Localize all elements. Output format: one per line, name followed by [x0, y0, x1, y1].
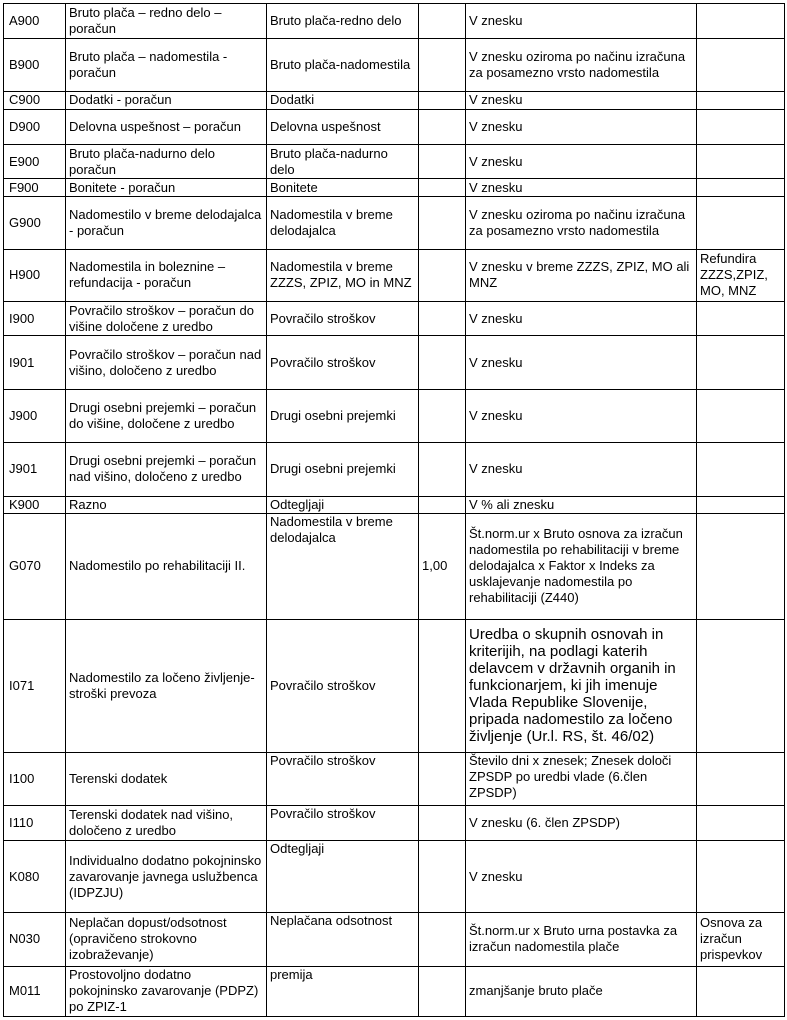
payroll-codes-table — [3, 3, 785, 1017]
table-row — [4, 806, 785, 841]
factor-cell — [419, 753, 466, 806]
note-cell — [697, 144, 785, 179]
table-row — [4, 301, 785, 336]
category-cell: Povračilo stroškov — [267, 301, 419, 336]
table-row — [4, 38, 785, 91]
name-cell: Nadomestilo po rehabilitaciji II. — [66, 513, 267, 619]
calc-cell: V znesku v breme ZZZS, ZPIZ, MO ali MNZ — [466, 250, 697, 301]
note-cell — [697, 806, 785, 841]
name-cell: Bruto plača-nadurno delo poračun — [66, 144, 267, 179]
category-cell: Povračilo stroškov — [267, 619, 419, 752]
category-cell: Povračilo stroškov — [267, 806, 419, 841]
calc-cell: V znesku — [466, 336, 697, 389]
factor-cell — [419, 619, 466, 752]
note-cell — [697, 841, 785, 913]
table-row — [4, 841, 785, 913]
calc-cell: V znesku — [466, 109, 697, 144]
calc-cell: zmanjšanje bruto plače — [466, 966, 697, 1016]
category-cell: Povračilo stroškov — [267, 753, 419, 806]
note-cell — [697, 336, 785, 389]
factor-cell — [419, 179, 466, 196]
table-row — [4, 389, 785, 442]
table-row — [4, 966, 785, 1016]
table-row — [4, 619, 785, 752]
code-cell: I901 — [4, 336, 66, 389]
code-cell: J901 — [4, 443, 66, 496]
factor-cell — [419, 841, 466, 913]
calc-cell: Št.norm.ur x Bruto osnova za izračun nadomestila po rehabilitaciji v breme delodajalca x Faktor x Indeks za usklajevanje nadomestila po rehabilitaciji (Z440) — [466, 513, 697, 619]
code-cell: I900 — [4, 301, 66, 336]
note-cell — [697, 966, 785, 1016]
calc-cell: V znesku — [466, 389, 697, 442]
table-row — [4, 496, 785, 513]
category-cell: Bruto plača-nadurno delo — [267, 144, 419, 179]
calc-cell: V % ali znesku — [466, 496, 697, 513]
factor-cell — [419, 4, 466, 39]
category-cell: premija — [267, 966, 419, 1016]
table-row — [4, 753, 785, 806]
category-cell: Neplačana odsotnost — [267, 913, 419, 966]
name-cell: Terenski dodatek — [66, 753, 267, 806]
calc-cell: V znesku oziroma po načinu izračuna za posamezno vrsto nadomestila — [466, 196, 697, 249]
table-row — [4, 513, 785, 619]
factor-cell — [419, 806, 466, 841]
category-cell: Odtegljaji — [267, 496, 419, 513]
code-cell: C900 — [4, 92, 66, 109]
name-cell: Nadomestilo v breme delodajalca - poračun — [66, 196, 267, 249]
note-cell — [697, 389, 785, 442]
note-cell — [697, 753, 785, 806]
category-cell: Odtegljaji — [267, 841, 419, 913]
calc-cell: V znesku — [466, 443, 697, 496]
factor-cell — [419, 389, 466, 442]
note-cell — [697, 513, 785, 619]
calc-cell: V znesku — [466, 4, 697, 39]
code-cell: I110 — [4, 806, 66, 841]
table-row — [4, 196, 785, 249]
code-cell: G070 — [4, 513, 66, 619]
calc-cell: V znesku — [466, 92, 697, 109]
code-cell: G900 — [4, 196, 66, 249]
name-cell: Povračilo stroškov – poračun do višine določene z uredbo — [66, 301, 267, 336]
table-row — [4, 109, 785, 144]
category-cell: Drugi osebni prejemki — [267, 443, 419, 496]
calc-cell: V znesku — [466, 144, 697, 179]
code-cell: M011 — [4, 966, 66, 1016]
category-cell: Povračilo stroškov — [267, 336, 419, 389]
name-cell: Bonitete - poračun — [66, 179, 267, 196]
note-cell — [697, 109, 785, 144]
category-cell: Bruto plača-nadomestila — [267, 38, 419, 91]
calc-cell: V znesku — [466, 179, 697, 196]
note-cell: Refundira ZZZS,ZPIZ, MO, MNZ — [697, 250, 785, 301]
table-row — [4, 250, 785, 301]
category-cell: Nadomestila v breme delodajalca — [267, 196, 419, 249]
name-cell: Individualno dodatno pokojninsko zavarovanje javnega uslužbenca (IDPZJU) — [66, 841, 267, 913]
category-cell: Nadomestila v breme ZZZS, ZPIZ, MO in MNZ — [267, 250, 419, 301]
name-cell: Drugi osebni prejemki – poračun do višine, določene z uredbo — [66, 389, 267, 442]
factor-cell — [419, 913, 466, 966]
category-cell: Drugi osebni prejemki — [267, 389, 419, 442]
code-cell: I100 — [4, 753, 66, 806]
factor-cell — [419, 38, 466, 91]
table-row — [4, 144, 785, 179]
table-row — [4, 179, 785, 196]
calc-cell: V znesku — [466, 301, 697, 336]
name-cell: Delovna uspešnost – poračun — [66, 109, 267, 144]
name-cell: Povračilo stroškov – poračun nad višino, določeno z uredbo — [66, 336, 267, 389]
category-cell: Bonitete — [267, 179, 419, 196]
note-cell — [697, 179, 785, 196]
table-row — [4, 443, 785, 496]
name-cell: Razno — [66, 496, 267, 513]
factor-cell — [419, 196, 466, 249]
code-cell: A900 — [4, 4, 66, 39]
table-row — [4, 4, 785, 39]
code-cell: J900 — [4, 389, 66, 442]
calc-cell: Št.norm.ur x Bruto urna postavka za izračun nadomestila plače — [466, 913, 697, 966]
note-cell — [697, 4, 785, 39]
factor-cell: 1,00 — [419, 513, 466, 619]
table-body — [4, 4, 785, 1017]
factor-cell — [419, 336, 466, 389]
note-cell: Osnova za izračun prispevkov — [697, 913, 785, 966]
code-cell: K080 — [4, 841, 66, 913]
code-cell: F900 — [4, 179, 66, 196]
category-cell: Delovna uspešnost — [267, 109, 419, 144]
name-cell: Terenski dodatek nad višino, določeno z uredbo — [66, 806, 267, 841]
name-cell: Nadomestilo za ločeno življenje-stroški prevoza — [66, 619, 267, 752]
category-cell: Nadomestila v breme delodajalca — [267, 513, 419, 619]
factor-cell — [419, 496, 466, 513]
code-cell: K900 — [4, 496, 66, 513]
factor-cell — [419, 250, 466, 301]
note-cell — [697, 619, 785, 752]
table-row — [4, 913, 785, 966]
calc-cell: Število dni x znesek; Znesek določi ZPSDP po uredbi vlade (6.člen ZPSDP) — [466, 753, 697, 806]
code-cell: B900 — [4, 38, 66, 91]
code-cell: E900 — [4, 144, 66, 179]
category-cell: Bruto plača-redno delo — [267, 4, 419, 39]
name-cell: Prostovoljno dodatno pokojninsko zavarovanje (PDPZ) po ZPIZ-1 — [66, 966, 267, 1016]
factor-cell — [419, 301, 466, 336]
name-cell: Neplačan dopust/odsotnost (opravičeno strokovno izobraževanje) — [66, 913, 267, 966]
note-cell — [697, 38, 785, 91]
name-cell: Bruto plača – nadomestila - poračun — [66, 38, 267, 91]
category-cell: Dodatki — [267, 92, 419, 109]
calc-cell: V znesku (6. člen ZPSDP) — [466, 806, 697, 841]
calc-cell: V znesku oziroma po načinu izračuna za posamezno vrsto nadomestila — [466, 38, 697, 91]
note-cell — [697, 301, 785, 336]
table-row — [4, 336, 785, 389]
name-cell: Drugi osebni prejemki – poračun nad višino, določeno z uredbo — [66, 443, 267, 496]
calc-cell: Uredba o skupnih osnovah in kriterijih, na podlagi katerih delavcem v državnih organih in funkcionarjem, ki jih imenuje Vlada Republike Slovenije, pripada nadomestilo za ločeno življenje (Ur.l. RS, št. 46/02) — [466, 619, 697, 752]
factor-cell — [419, 144, 466, 179]
name-cell: Dodatki - poračun — [66, 92, 267, 109]
factor-cell — [419, 966, 466, 1016]
name-cell: Nadomestila in boleznine – refundacija - poračun — [66, 250, 267, 301]
table-row — [4, 92, 785, 109]
code-cell: H900 — [4, 250, 66, 301]
code-cell: I071 — [4, 619, 66, 752]
factor-cell — [419, 109, 466, 144]
note-cell — [697, 443, 785, 496]
note-cell — [697, 92, 785, 109]
name-cell: Bruto plača – redno delo – poračun — [66, 4, 267, 39]
code-cell: D900 — [4, 109, 66, 144]
note-cell — [697, 196, 785, 249]
code-cell: N030 — [4, 913, 66, 966]
note-cell — [697, 496, 785, 513]
calc-cell: V znesku — [466, 841, 697, 913]
factor-cell — [419, 92, 466, 109]
factor-cell — [419, 443, 466, 496]
